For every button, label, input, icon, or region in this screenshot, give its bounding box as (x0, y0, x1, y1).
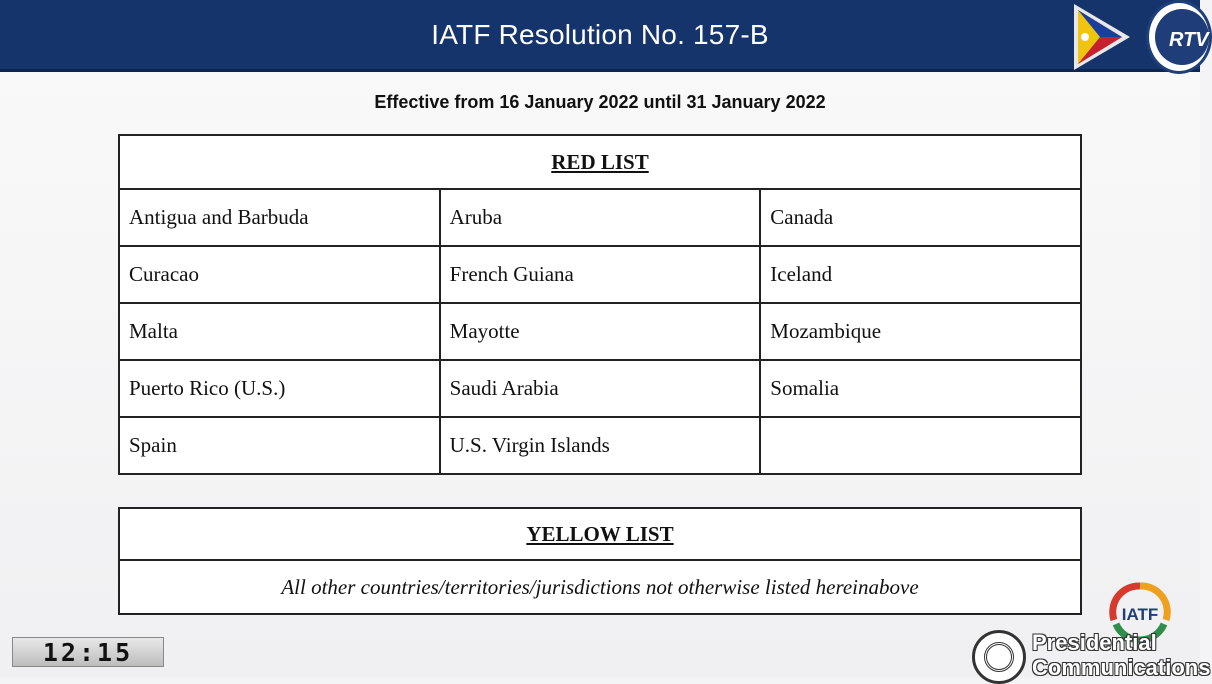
iatf-logo-text: IATF (1121, 605, 1159, 624)
table-row (119, 189, 1081, 246)
country-cell: U.S. Virgin Islands (440, 417, 761, 474)
pco-seal-inner (984, 642, 1014, 672)
yellow-list-note: All other countries/territories/jurisdictions not otherwise listed hereinabove (119, 560, 1081, 614)
pco-wordmark (1032, 630, 1210, 680)
country-cell: Puerto Rico (U.S.) (119, 360, 440, 417)
empty-cell (760, 417, 1081, 474)
red-list-table (118, 134, 1082, 475)
rtv-logo-inner (1155, 9, 1209, 65)
yellow-list-table (118, 507, 1082, 615)
country-cell: Mozambique (760, 303, 1081, 360)
country-cell: Somalia (760, 360, 1081, 417)
country-cell: Saudi Arabia (440, 360, 761, 417)
country-cell: Spain (119, 417, 440, 474)
flag-emblem-icon (1072, 2, 1132, 72)
yellow-list-note-row (119, 560, 1081, 614)
country-cell: Malta (119, 303, 440, 360)
table-row (119, 303, 1081, 360)
red-list-title: RED LIST (119, 135, 1081, 189)
pco-line2: Communications (1032, 655, 1211, 680)
yellow-list-header-row (119, 508, 1081, 560)
country-cell: Iceland (760, 246, 1081, 303)
table-row (119, 417, 1081, 474)
page-title: IATF Resolution No. 157-B (431, 19, 769, 50)
red-list-header-row (119, 135, 1081, 189)
country-cell: French Guiana (440, 246, 761, 303)
pco-seal-icon (972, 630, 1026, 684)
country-cell: Aruba (440, 189, 761, 246)
title-banner (0, 0, 1209, 72)
broadcast-clock: 12:15 (12, 637, 164, 667)
country-cell: Antigua and Barbuda (119, 189, 440, 246)
rtv-logo (1146, 0, 1212, 74)
country-cell: Curacao (119, 246, 440, 303)
yellow-list-title: YELLOW LIST (119, 508, 1081, 560)
pco-line1: Presidential (1032, 630, 1157, 655)
table-row (119, 246, 1081, 303)
rtv-logo-text: RTV (1169, 29, 1209, 51)
table-row (119, 360, 1081, 417)
country-cell: Canada (760, 189, 1081, 246)
country-cell: Mayotte (440, 303, 761, 360)
effective-date: Effective from 16 January 2022 until 31 January 2022 (374, 92, 826, 112)
